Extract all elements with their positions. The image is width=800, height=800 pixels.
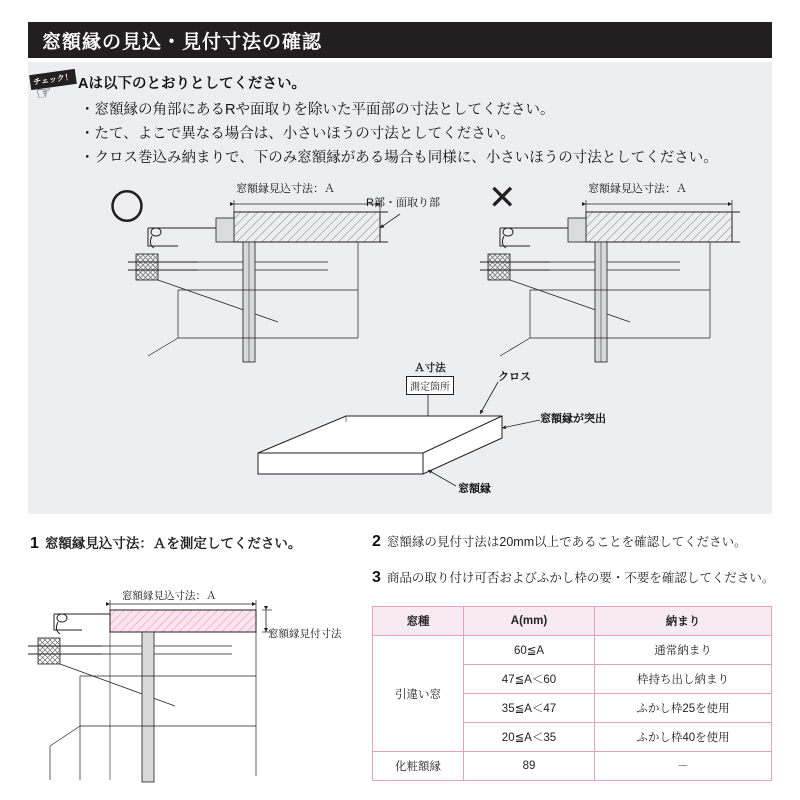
instruction-line-2: ・たて、よこで異なる場合は、小さいほうの寸法としてください。 — [80, 126, 515, 142]
table-cell-a-1: 47≦A＜60 — [464, 665, 595, 694]
fitment-table — [372, 606, 772, 781]
table-header-row — [373, 607, 772, 636]
instruction-line-0: Aは以下のとおりとしてください。 — [78, 76, 306, 92]
instruction-line-3: ・クロス巻込み納まりで、下のみ窓額縁がある場合も同様に、小さいほうの寸法としてください。 — [80, 150, 718, 166]
a-dimension-line2: 測定箇所 — [406, 376, 454, 395]
table-header-kind: 窓種 — [373, 607, 464, 636]
lower-drawing-linework — [10, 580, 360, 795]
table-cell-kind-keshou: 化粧額縁 — [373, 752, 464, 781]
ok-circle-mark: 〇 — [110, 189, 144, 227]
table-cell-fit-0: 通常納まり — [595, 636, 772, 665]
ng-dimension-label: 窓額縁見込寸法：Ａ — [588, 183, 687, 195]
table-cell-a-0: 60≦A — [464, 636, 595, 665]
step-3 — [372, 568, 782, 587]
lower-detail-drawing — [10, 580, 360, 795]
check-badge — [30, 72, 82, 106]
frame-label: 窓額縁 — [458, 483, 491, 495]
a-dimension-line1: Ａ寸法 — [414, 362, 446, 374]
ng-cross-mark: ✕ — [488, 179, 517, 217]
instruction-line-1: ・窓額縁の角部にあるRや面取りを除いた平面部の寸法としてください。 — [80, 102, 555, 118]
step-3-text: 商品の取り付け可否およびふかし枠の要・不要を確認してください。 — [386, 571, 775, 585]
r-chamfer-note: R部・面取り部 — [366, 197, 440, 209]
cross-section-diagrams — [28, 170, 772, 515]
table-cell-a-3: 20≦A＜35 — [464, 723, 595, 752]
step-3-number: 3 — [372, 569, 381, 586]
page-title: 窓額縁の見込・見付寸法の確認 — [42, 31, 323, 53]
pointing-hand-icon: ☞ — [34, 81, 54, 105]
protrude-label: 窓額縁が突出 — [540, 413, 606, 425]
table-cell-a-2: 35≦A＜47 — [464, 694, 595, 723]
table-cell-fit-2: ふかし枠25を使用 — [595, 694, 772, 723]
ok-dimension-label: 窓額縁見込寸法：Ａ — [236, 183, 335, 195]
instruction-list — [78, 72, 768, 170]
step-1 — [30, 532, 350, 553]
diagram-linework — [28, 170, 772, 515]
table-cell-fit-4: － — [595, 752, 772, 781]
cloth-label: クロス — [498, 371, 531, 383]
table-row — [373, 752, 772, 781]
table-cell-fit-3: ふかし枠40を使用 — [595, 723, 772, 752]
table-row — [373, 636, 772, 665]
step-2-text: 窓額縁の見付寸法は20mm以上であることを確認してください。 — [386, 535, 747, 549]
table-cell-fit-1: 枠持ち出し納まり — [595, 665, 772, 694]
lower-dim-right: 窓額縁見付寸法 — [268, 628, 342, 640]
table-header-fit: 納まり — [595, 607, 772, 636]
a-dimension-callout — [406, 360, 454, 395]
step-1-text: 窓額縁見込寸法：Ａを測定してください。 — [44, 536, 302, 551]
check-badge-label: チェック！ — [29, 69, 77, 90]
lower-dim-top: 窓額縁見込寸法：Ａ — [122, 590, 217, 602]
table-cell-kind-hikichigai: 引違い窓 — [373, 636, 464, 752]
table-header-a: A(mm) — [464, 607, 595, 636]
page-header — [28, 22, 772, 58]
step-2-number: 2 — [372, 533, 381, 550]
step-2 — [372, 532, 772, 551]
table-cell-a-4: 89 — [464, 752, 595, 781]
step-1-number: 1 — [30, 535, 39, 552]
